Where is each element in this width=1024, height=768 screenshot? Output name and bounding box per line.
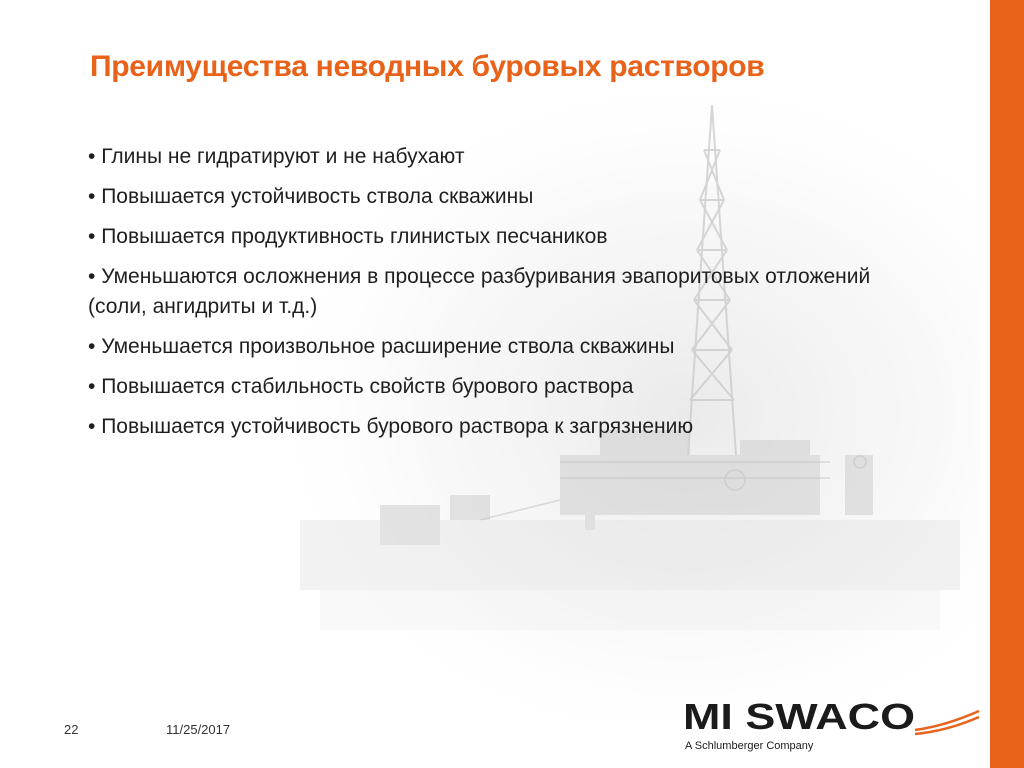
list-item-text: Повышается стабильность свойств бурового раствора (101, 375, 634, 398)
list-item (88, 372, 888, 402)
logo-wordmark: MI SWACO (683, 698, 915, 737)
slide-number: 22 (64, 722, 79, 737)
mi-swaco-logo (683, 698, 983, 756)
bullet-marker: • (88, 335, 96, 358)
bullet-marker: • (88, 415, 96, 438)
bullet-marker: • (88, 265, 96, 288)
list-item (88, 142, 888, 172)
list-item-text: Уменьшается произвольное расширение ствола скважины (101, 335, 675, 358)
list-item (88, 262, 888, 322)
benefits-list (88, 142, 888, 452)
list-item (88, 412, 888, 442)
bullet-marker: • (88, 185, 96, 208)
list-item-text: Глины не гидратируют и не набухают (101, 145, 465, 168)
bullet-marker: • (88, 145, 96, 168)
list-item-text: Уменьшаются осложнения в процессе разбуривания эвапоритовых отложений (соли, ангидриты и т.д.) (88, 265, 871, 318)
list-item (88, 182, 888, 212)
list-item-text: Повышается устойчивость ствола скважины (101, 185, 534, 208)
mi-swaco-wordmark-icon (683, 698, 983, 738)
list-item (88, 222, 888, 252)
bullet-marker: • (88, 375, 96, 398)
list-item (88, 332, 888, 362)
slide-date: 11/25/2017 (166, 722, 231, 737)
accent-side-bar (990, 0, 1024, 768)
logo-tagline: A Schlumberger Company (685, 740, 814, 752)
slide-title: Преимущества неводных буровых растворов (90, 50, 765, 83)
list-item-text: Повышается устойчивость бурового раствора к загрязнению (101, 415, 694, 438)
bullet-marker: • (88, 225, 96, 248)
list-item-text: Повышается продуктивность глинистых песчаников (101, 225, 608, 248)
